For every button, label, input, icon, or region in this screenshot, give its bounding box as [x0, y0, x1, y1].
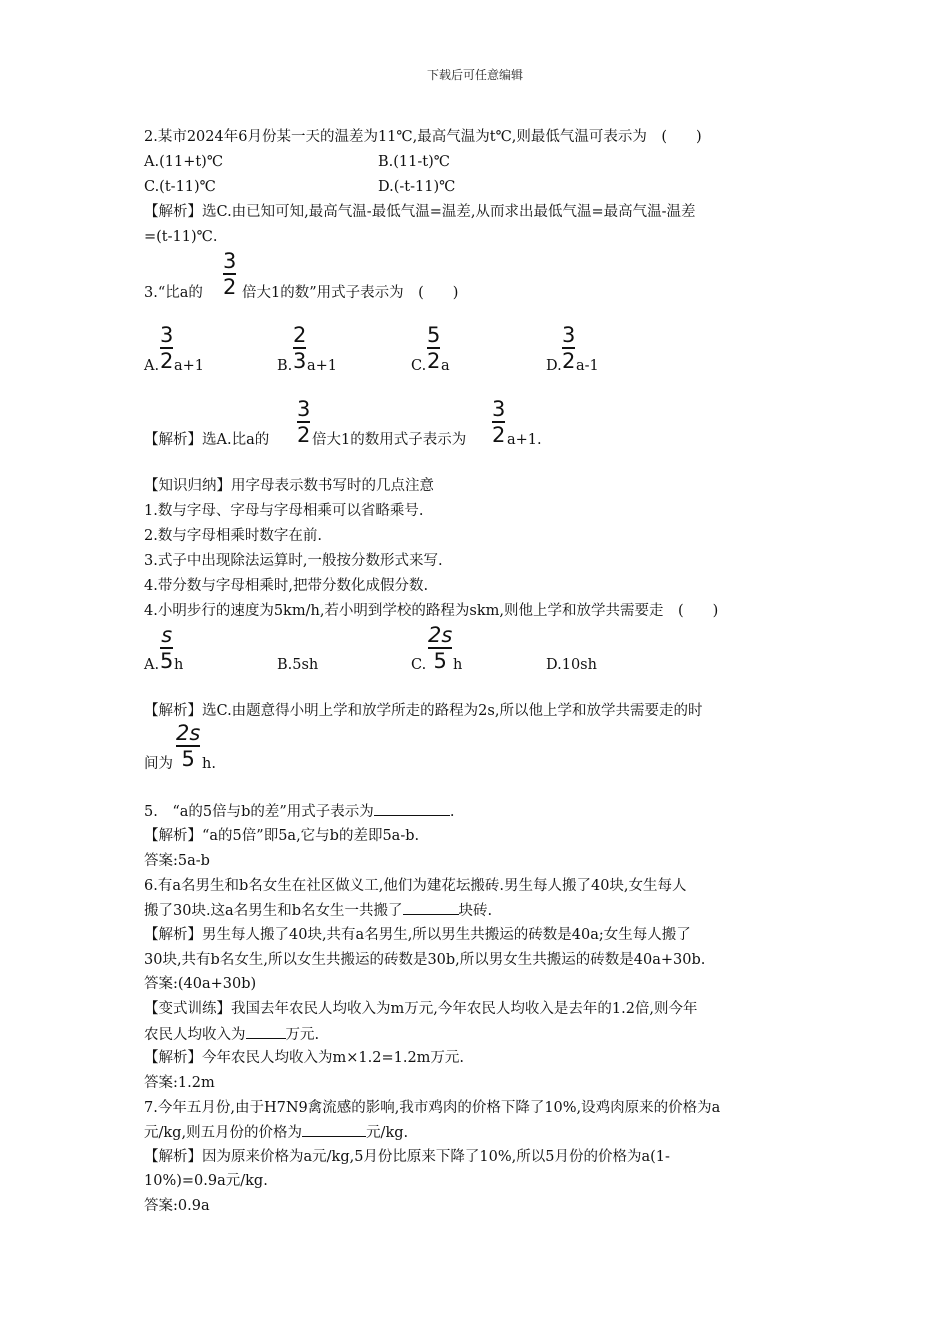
q2-analysis-line1: 【解析】选C.由已知可知,最高气温-最低气温=温差,从而求出最低气温=最高气温-温差 [144, 204, 696, 220]
fraction-numerator: 3 [160, 323, 174, 347]
q4-analysis-line1: 【解析】选C.由题意得小明上学和放学所走的路程为2s,所以他上学和放学共需要走的时 [144, 703, 703, 719]
q4-option-c-text: h [453, 657, 463, 673]
fraction-denominator: 3 [293, 349, 307, 373]
variant-answer: 答案:1.2m [144, 1075, 215, 1091]
q3-option-c-text: a [441, 358, 450, 374]
q3-option-d-label: D. [546, 358, 562, 374]
q4-analysis-prefix: 间为 [144, 756, 173, 772]
q6-analysis-line1: 【解析】男生每人搬了40块,共有a名男生,所以男生共搬运的砖数是40a;女生每人搬了 [144, 927, 691, 943]
q3-option-d-fraction [562, 324, 575, 372]
q4-analysis-suffix: h. [202, 756, 216, 772]
q3-option-b-label: B. [277, 358, 293, 374]
q6-stem-line2 [144, 900, 814, 921]
page-header: 下载后可任意编辑 [426, 68, 523, 82]
variant-stem-end: 万元. [285, 1027, 320, 1043]
q4-option-c-label: C. [411, 657, 427, 673]
q5-stem-end: . [449, 804, 455, 820]
q5-stem-text: 5. “a的5倍与b的差”用式子表示为 [144, 804, 374, 820]
q3-stem-prefix: 3.“比a的 [144, 285, 203, 301]
q7-stem-text: 元/kg,则五月份的价格为 [144, 1125, 303, 1141]
variant-stem-line1: 【变式训练】我国去年农民人均收入为m万元,今年农民人均收入是去年的1.2倍,则今年 [144, 1001, 698, 1017]
q6-analysis-line2: 30块,共有b名女生,所以女生共搬运的砖数是30b,所以男女生共搬运的砖数是40a+30b. [144, 952, 706, 968]
fraction-numerator: s [161, 623, 173, 647]
q3-analysis-middle: 倍大1的数用式子表示为 [312, 432, 467, 448]
fraction-numerator: 2s [176, 721, 201, 745]
q7-answer: 答案:0.9a [144, 1198, 210, 1214]
knowledge-title: 【知识归纳】用字母表示数书写时的几点注意 [144, 478, 434, 494]
answer-blank [374, 801, 450, 816]
q3-option-a-fraction [160, 324, 173, 372]
q3-stem-suffix: 倍大1的数”用式子表示为 ( ) [242, 285, 459, 301]
fraction-denominator: 2 [427, 349, 441, 373]
variant-analysis: 【解析】今年农民人均收入为m×1.2=1.2m万元. [144, 1050, 465, 1066]
fraction-denominator: 5 [181, 747, 195, 771]
q3-stem-fraction [223, 250, 236, 298]
q6-answer: 答案:(40a+30b) [144, 976, 257, 992]
q3-option-d-text: a-1 [576, 358, 599, 374]
q5-analysis: 【解析】“a的5倍”即5a,它与b的差即5a-b. [144, 828, 420, 844]
q7-analysis-line1: 【解析】因为原来价格为a元/kg,5月份比原来下降了10%,所以5月份的价格为a(1- [144, 1149, 670, 1165]
answer-blank [302, 1122, 366, 1137]
answer-blank [246, 1024, 286, 1039]
fraction-denominator: 2 [160, 349, 174, 373]
q3-option-a-text: a+1 [174, 358, 205, 374]
q2-option-b: B.(11-t)℃ [378, 154, 450, 170]
q4-stem: 4.小明步行的速度为5km/h,若小明到学校的路程为skm,则他上学和放学共需要走 ( ) [144, 603, 719, 619]
variant-stem-text: 农民人均收入为 [144, 1027, 246, 1043]
fraction-numerator: 3 [562, 323, 576, 347]
q5-answer: 答案:5a-b [144, 853, 210, 869]
fraction-denominator: 2 [562, 349, 576, 373]
q6-stem-line1: 6.有a名男生和b名女生在社区做义工,他们为建花坛搬砖.男生每人搬了40块,女生每人 [144, 878, 687, 894]
knowledge-item: 3.式子中出现除法运算时,一般按分数形式来写. [144, 553, 443, 569]
q2-stem: 2.某市2024年6月份某一天的温差为11℃,最高气温为t℃,则最低气温可表示为 ( ) [144, 129, 702, 145]
q6-stem-end: 块砖. [458, 903, 493, 919]
q2-analysis-line2: =(t-11)℃. [144, 229, 218, 245]
q4-option-d: D.10sh [546, 657, 597, 673]
q4-analysis-fraction [176, 722, 200, 770]
q3-analysis-fraction-1 [297, 398, 310, 446]
q2-option-c: C.(t-11)℃ [144, 179, 216, 195]
q7-stem-line1: 7.今年五月份,由于H7N9禽流感的影响,我市鸡肉的价格下降了10%,设鸡肉原来的价格为a [144, 1100, 721, 1116]
q7-stem-line2 [144, 1122, 814, 1143]
q3-analysis-fraction-2 [492, 398, 505, 446]
q4-option-c-fraction [428, 624, 452, 672]
fraction-denominator: 2 [223, 275, 237, 299]
knowledge-item: 2.数与字母相乘时数字在前. [144, 528, 322, 544]
fraction-numerator: 3 [492, 397, 506, 421]
q3-option-a-label: A. [144, 358, 160, 374]
fraction-numerator: 5 [427, 323, 441, 347]
knowledge-item: 4.带分数与字母相乘时,把带分数化成假分数. [144, 578, 429, 594]
q4-option-a-text: h [174, 657, 184, 673]
fraction-numerator: 3 [223, 249, 237, 273]
fraction-denominator: 2 [492, 423, 506, 447]
fraction-numerator: 2s [428, 623, 453, 647]
q7-stem-end: 元/kg. [366, 1125, 409, 1141]
q3-option-c-label: C. [411, 358, 427, 374]
fraction-numerator: 2 [293, 323, 307, 347]
q2-option-a: A.(11+t)℃ [144, 154, 224, 170]
q7-analysis-line2: 10%)=0.9a元/kg. [144, 1173, 268, 1189]
variant-stem-line2 [144, 1024, 814, 1045]
q5-stem [144, 801, 814, 822]
q4-option-a-label: A. [144, 657, 160, 673]
fraction-numerator: 3 [297, 397, 311, 421]
q2-option-d: D.(-t-11)℃ [378, 179, 456, 195]
knowledge-item: 1.数与字母、字母与字母相乘可以省略乘号. [144, 503, 424, 519]
q6-stem-text: 搬了30块.这a名男生和b名女生一共搬了 [144, 903, 403, 919]
fraction-denominator: 2 [297, 423, 311, 447]
fraction-denominator: 5 [160, 649, 174, 673]
q3-analysis-prefix: 【解析】选A.比a的 [144, 432, 270, 448]
q3-option-b-fraction [293, 324, 306, 372]
q3-option-b-text: a+1 [307, 358, 338, 374]
q3-analysis-suffix: a+1. [507, 432, 542, 448]
q4-option-b: B.5sh [277, 657, 319, 673]
fraction-denominator: 5 [433, 649, 447, 673]
q3-option-c-fraction [427, 324, 440, 372]
q4-option-a-fraction [160, 624, 173, 672]
answer-blank [403, 900, 459, 915]
